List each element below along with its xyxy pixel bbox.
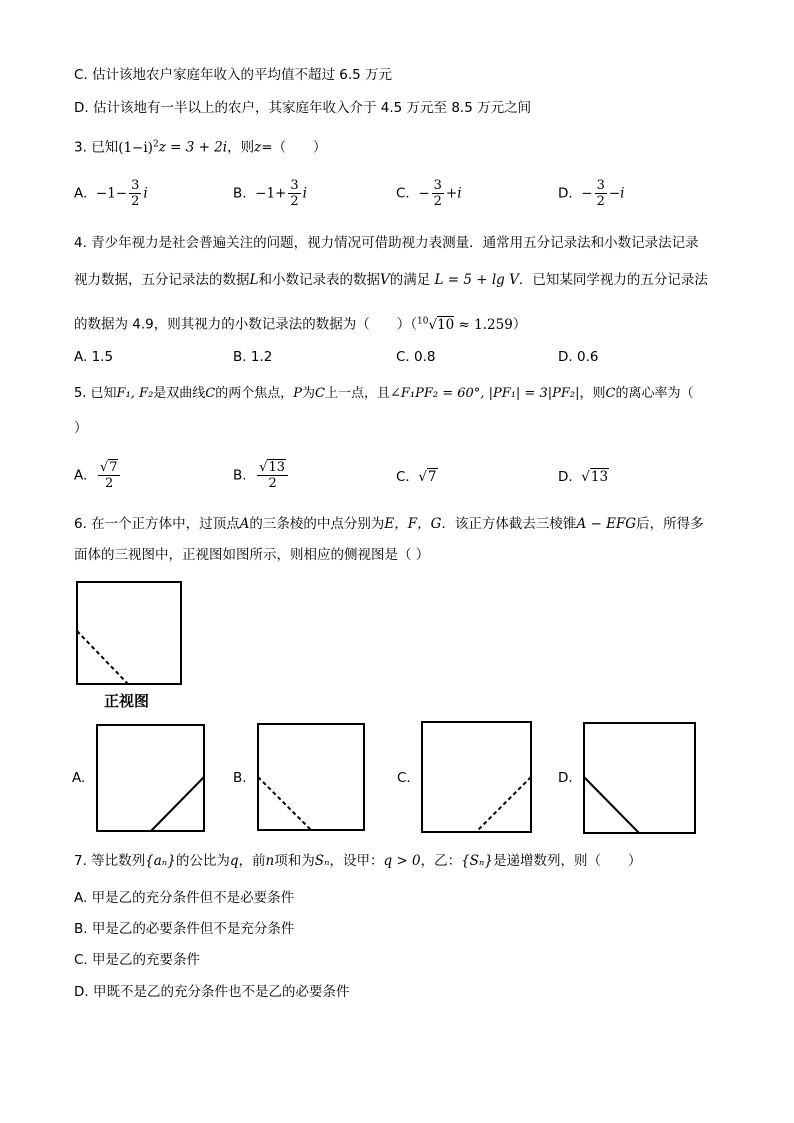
- q6-option-c-figure: [421, 721, 532, 833]
- q5-option-c: C. √7: [396, 469, 437, 485]
- q3-option-d: D. − $\frac{3}{2}$ −i: [558, 178, 625, 209]
- q3-stem: 3. 已知$(1-i)^2z = 3 + 2i$，则z=（ ）: [74, 139, 327, 156]
- q4-line2: 视力数据，五分记录法的数据L和小数记录表的数据V的满足 L = 5 + lg V．已知某同学视力的五分记录法: [74, 272, 708, 288]
- q6-option-b-label: B.: [233, 770, 247, 786]
- q4-line1: 4. 青少年视力是社会普遍关注的问题，视力情况可借助视力表测量．通常用五分记录法和小数记录法记录: [74, 235, 699, 251]
- q7-option-c: C. 甲是乙的充要条件: [74, 952, 201, 968]
- front-view-figure: [76, 581, 184, 687]
- q4-option-a: A. 1.5: [74, 349, 114, 365]
- q5-option-b: B. $\frac{√13}{2}$: [233, 460, 290, 491]
- front-view-dashed-edge: [77, 631, 128, 684]
- q3-option-a: A. −1− $\frac{3}{2}$ i: [74, 178, 148, 209]
- q4-line3: 的数据为 4.9，则其视力的小数记录法的数据为（ ）（$^{10}$√10 ≈ 1.259）: [74, 316, 527, 333]
- q6-line1: 6. 在一个正方体中，过顶点A的三条棱的中点分别为E，F，G．该正方体截去三棱锥A − EFG后，所得多: [74, 516, 704, 532]
- q4-option-b: B. 1.2: [233, 349, 273, 365]
- q6-option-b-figure: [257, 723, 365, 831]
- q5-stem: 5. 已知F₁, F₂是双曲线C的两个焦点，P为C上一点，且∠F₁PF₂ = 60°, |PF₁| = 3|PF₂|，则C的离心率为（: [74, 386, 694, 401]
- q2-option-c: C. 估计该地农户家庭年收入的平均值不超过 6.5 万元: [74, 67, 393, 83]
- q7-option-a: A. 甲是乙的充分条件但不是必要条件: [74, 890, 295, 906]
- q5-option-a: A. $\frac{√7}{2}$: [74, 460, 122, 491]
- q6-option-a-label: A.: [72, 770, 86, 786]
- q4-option-c: C. 0.8: [396, 349, 436, 365]
- q6-option-a-figure: [96, 724, 206, 832]
- front-view-square: [77, 582, 181, 684]
- q4-option-d: D. 0.6: [558, 349, 599, 365]
- front-view-caption: 正视图: [104, 692, 150, 710]
- q5-option-d: D. √13: [558, 469, 609, 485]
- q6-line2: 面体的三视图中，正视图如图所示，则相应的侧视图是（ ）: [74, 547, 430, 563]
- q6-option-d-label: D.: [558, 770, 573, 786]
- q7-option-d: D. 甲既不是乙的充分条件也不是乙的必要条件: [74, 984, 350, 1000]
- q3-option-c: C. − $\frac{3}{2}$ +i: [396, 178, 462, 209]
- q7-option-b: B. 甲是乙的必要条件但不是充分条件: [74, 921, 295, 937]
- q3-option-b: B. −1+ $\frac{3}{2}$ i: [233, 178, 307, 209]
- q5-stem-line2: ）: [74, 420, 88, 436]
- q7-stem: 7. 等比数列{aₙ}的公比为q，前n项和为Sₙ，设甲：q > 0，乙：{Sₙ}是递增数列，则（ ）: [74, 853, 642, 869]
- q6-option-c-label: C.: [397, 770, 411, 786]
- q6-option-d-figure: [583, 722, 697, 834]
- q2-option-d: D. 估计该地有一半以上的农户，其家庭年收入介于 4.5 万元至 8.5 万元之间: [74, 100, 532, 116]
